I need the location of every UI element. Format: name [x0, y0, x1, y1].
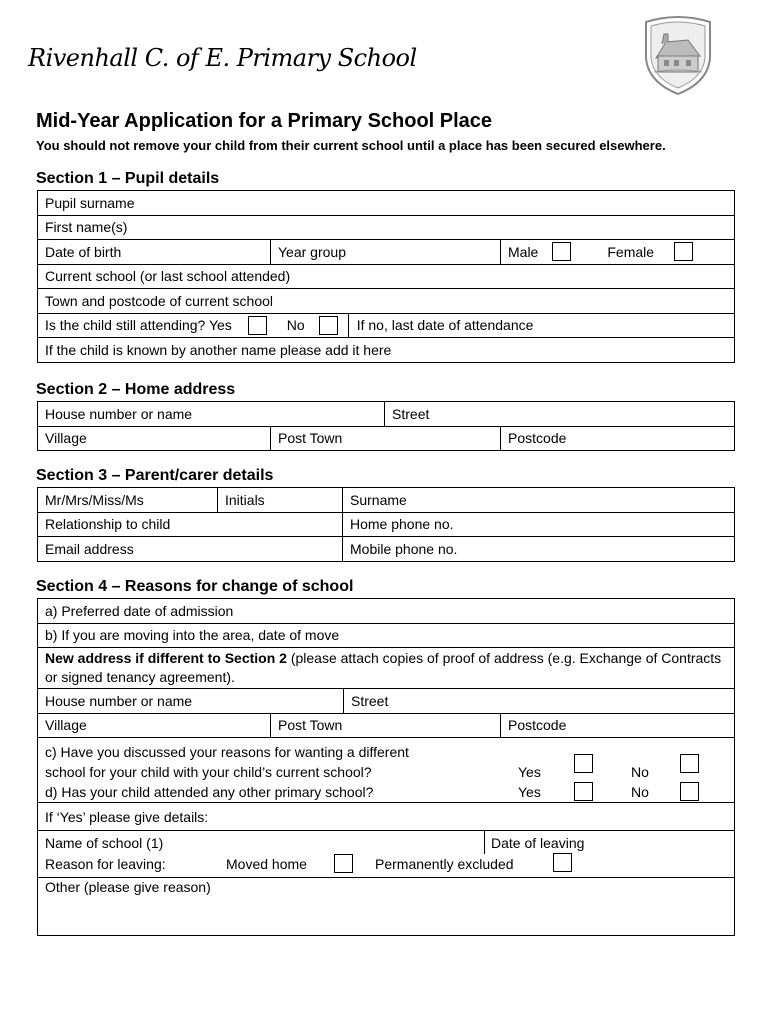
new-address-note: (please attach copies of proof of address (e.g. Exchange of Contracts or signed tenancy agreement).	[45, 650, 722, 685]
warning-text: You should not remove your child from their current school until a place has been secured elsewhere.	[36, 138, 666, 153]
parent-title-field[interactable]: Mr/Mrs/Miss/Ms	[38, 488, 218, 513]
home-phone-field[interactable]: Home phone no.	[343, 512, 735, 537]
form-title: Mid-Year Application for a Primary School Place	[36, 110, 493, 132]
current-school-field[interactable]: Current school (or last school attended)	[38, 264, 735, 289]
question-c-line1: c) Have you discussed your reasons for wanting a different	[45, 744, 409, 760]
town-postcode-field[interactable]: Town and postcode of current school	[38, 289, 735, 314]
move-date-field[interactable]: b) If you are moving into the area, date of move	[38, 623, 735, 648]
male-label: Male	[508, 243, 539, 260]
section-3-heading: Section 3 – Parent/carer details	[36, 467, 274, 484]
question-c-yes-label: Yes	[518, 764, 541, 780]
excluded-label: Permanently excluded	[375, 856, 514, 872]
male-checkbox[interactable]	[552, 242, 571, 261]
if-yes-details-label: If ‘Yes’ please give details:	[38, 803, 735, 831]
pupil-details-table	[37, 190, 735, 363]
post-town-field[interactable]: Post Town	[271, 426, 501, 451]
question-d-no-checkbox[interactable]	[680, 782, 699, 801]
school-name: Rivenhall C. of E. Primary School	[28, 44, 417, 72]
other-reason-field[interactable]: Other (please give reason)	[38, 878, 735, 936]
question-c-line2: school for your child with your child’s current school?	[45, 764, 372, 780]
new-postcode-field[interactable]: Postcode	[501, 713, 735, 738]
section-4-heading: Section 4 – Reasons for change of school	[36, 578, 354, 595]
question-c-yes-checkbox[interactable]	[574, 754, 593, 773]
mobile-phone-field[interactable]: Mobile phone no.	[343, 537, 735, 562]
attending-yes-checkbox[interactable]	[248, 316, 267, 335]
question-c-no-label: No	[631, 764, 649, 780]
parent-details-table	[37, 487, 735, 562]
attending-no-label: No	[286, 317, 305, 334]
street-field[interactable]: Street	[385, 402, 735, 427]
excluded-checkbox[interactable]	[553, 853, 572, 872]
question-c-no-checkbox[interactable]	[680, 754, 699, 773]
school-1-field[interactable]: Name of school (1)	[45, 835, 164, 851]
village-field[interactable]: Village	[38, 426, 271, 451]
admission-date-field[interactable]: a) Preferred date of admission	[38, 599, 735, 624]
last-date-field[interactable]: If no, last date of attendance	[348, 314, 534, 337]
new-address-label: New address if different to Section 2	[45, 650, 287, 666]
new-street-field[interactable]: Street	[344, 689, 735, 714]
email-field[interactable]: Email address	[38, 537, 343, 562]
other-name-field[interactable]: If the child is known by another name please add it here	[38, 338, 735, 363]
postcode-field[interactable]: Postcode	[501, 426, 735, 451]
year-group-field[interactable]: Year group	[271, 240, 501, 265]
date-leaving-divider	[484, 831, 485, 854]
female-label: Female	[607, 243, 655, 260]
section-1-heading: Section 1 – Pupil details	[36, 170, 220, 187]
question-d-no-label: No	[631, 784, 649, 800]
question-d-yes-label: Yes	[518, 784, 541, 800]
new-house-field[interactable]: House number or name	[38, 689, 344, 714]
date-leaving-field[interactable]: Date of leaving	[491, 835, 585, 851]
section-2-heading: Section 2 – Home address	[36, 381, 236, 398]
pupil-surname-field[interactable]: Pupil surname	[38, 191, 735, 216]
new-post-town-field[interactable]: Post Town	[271, 713, 501, 738]
parent-surname-field[interactable]: Surname	[343, 488, 735, 513]
reasons-table	[37, 598, 735, 936]
attending-no-checkbox[interactable]	[319, 316, 338, 335]
moved-home-label: Moved home	[226, 856, 307, 872]
female-checkbox[interactable]	[674, 242, 693, 261]
moved-home-checkbox[interactable]	[334, 854, 353, 873]
question-d-yes-checkbox[interactable]	[574, 782, 593, 801]
relationship-field[interactable]: Relationship to child	[38, 512, 343, 537]
house-field[interactable]: House number or name	[38, 402, 385, 427]
still-attending-label: Is the child still attending? Yes	[45, 317, 232, 334]
question-d-label: d) Has your child attended any other primary school?	[45, 784, 374, 800]
initials-field[interactable]: Initials	[218, 488, 343, 513]
reason-leaving-label: Reason for leaving:	[45, 856, 166, 872]
first-names-field[interactable]: First name(s)	[38, 215, 735, 240]
home-address-table	[37, 401, 735, 451]
dob-field[interactable]: Date of birth	[38, 240, 271, 265]
school-crest-logo	[642, 14, 714, 96]
new-village-field[interactable]: Village	[38, 713, 271, 738]
